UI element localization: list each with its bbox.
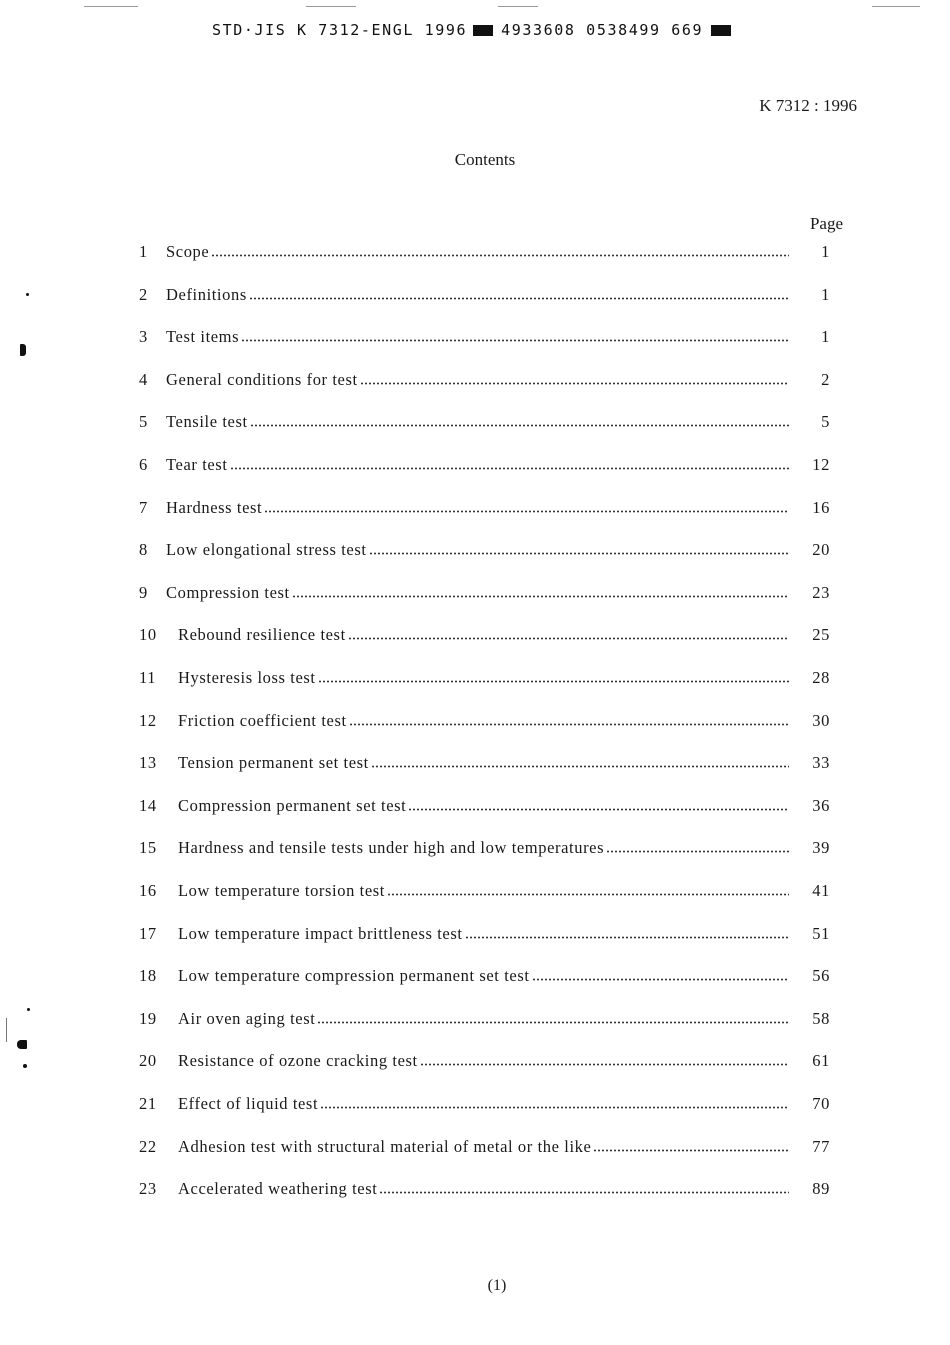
dot-leader [292,595,789,598]
toc-entry-title-cell [166,370,789,390]
toc-entry-title: Rebound resilience test [178,625,346,644]
toc-entry-title: Low temperature compression permanent set test [178,966,530,985]
scan-rule [306,6,356,7]
toc-entry-title: Adhesion test with structural material of metal or the like [178,1137,592,1156]
toc-entry-page: 16 [812,498,830,517]
toc-entry-number: 1 [139,242,148,261]
toc-entry [139,668,844,692]
dot-leader [387,893,789,896]
toc-entry-title-cell [178,711,789,731]
dot-leader [320,1106,789,1109]
dot-leader [408,808,789,811]
scan-rule [84,6,138,7]
scan-speck [23,1064,27,1068]
toc-entry-number: 15 [139,838,157,857]
toc-entry [139,327,844,351]
dot-leader [369,552,789,555]
toc-entry-number: 14 [139,796,157,815]
toc-entry-page: 41 [812,881,830,900]
toc-entry-title-cell [166,242,789,262]
toc-entry-page: 70 [812,1094,830,1113]
toc-entry [139,1051,844,1075]
toc-entry [139,1137,844,1161]
toc-entry-number: 5 [139,412,148,431]
toc-entry-page: 1 [821,285,830,304]
toc-entry-page: 23 [812,583,830,602]
scan-rule [498,6,538,7]
toc-entry-title-cell [178,1094,789,1114]
toc-entry-number: 13 [139,753,157,772]
toc-entry-number: 20 [139,1051,157,1070]
toc-entry-title-cell [166,583,789,603]
toc-entry [139,838,844,862]
toc-entry-page: 58 [812,1009,830,1028]
toc-entry-number: 2 [139,285,148,304]
dot-leader [318,680,789,683]
dot-leader [532,978,789,981]
toc-entry-title: Hysteresis loss test [178,668,316,687]
toc-entry-number: 18 [139,966,157,985]
dot-leader [250,424,789,427]
toc-entry-title: Resistance of ozone cracking test [178,1051,418,1070]
toc-entry-title-cell [178,1051,789,1071]
stamp-codes: 4933608 0538499 669 [501,21,704,39]
toc-entry-title: Test items [166,327,240,346]
toc-entry-number: 12 [139,711,157,730]
dot-leader [249,297,789,300]
dot-leader [465,936,789,939]
toc-entry-title-cell [178,838,789,858]
toc-entry-number: 4 [139,370,148,389]
toc-entry [139,881,844,905]
page-column-label: Page [809,214,843,233]
toc-entry-page: 30 [812,711,830,730]
toc-entry-title: Effect of liquid test [178,1094,319,1113]
scan-speck [27,1008,30,1011]
toc-entry-title-cell [166,498,789,518]
toc-entry [139,1009,844,1033]
dot-leader [211,254,789,257]
toc-entry-page: 39 [812,838,830,857]
dot-leader [349,723,789,726]
dot-leader [360,382,789,385]
toc-entry-title: Tensile test [166,412,248,431]
toc-entry [139,1179,844,1203]
toc-entry-title: Low temperature impact brittleness test [178,924,463,943]
toc-entry-title: Compression permanent set test [178,796,407,815]
toc-entry-number: 21 [139,1094,157,1113]
toc-entry-title: General conditions for test [166,370,358,389]
toc-entry-title: Compression test [166,583,290,602]
toc-entry-title-cell [178,668,789,688]
toc-entry-page: 36 [812,796,830,815]
dot-leader [606,850,789,853]
toc-entry [139,498,844,522]
toc-entry [139,796,844,820]
toc-entry [139,285,844,309]
toc-entry-title: Air oven aging test [178,1009,316,1028]
scan-speck [20,344,26,356]
toc-entry-title: Tear test [166,455,228,474]
stamp-block [473,25,493,36]
toc-entry-page: 56 [812,966,830,985]
toc-entry-title-cell [178,1137,789,1157]
scan-speck [17,1040,27,1049]
toc-entry [139,625,844,649]
dot-leader [241,339,789,342]
toc-entry-number: 8 [139,540,148,559]
toc-entry-page: 89 [812,1179,830,1198]
toc-entry-number: 7 [139,498,148,517]
page-number: (1) [487,1277,507,1294]
scan-rule [872,6,920,7]
toc-entry-number: 17 [139,924,157,943]
toc-entry-page: 28 [812,668,830,687]
toc-entry-number: 3 [139,327,148,346]
standard-number: K 7312 : 1996 [759,96,857,115]
toc-entry [139,242,844,266]
toc-entry [139,412,844,436]
page-title: Contents [454,150,516,169]
document-id-stamp [212,21,731,39]
dot-leader [348,637,789,640]
toc-entry-page: 20 [812,540,830,559]
toc-entry-page: 12 [812,455,830,474]
toc-entry-title-cell [178,625,789,645]
toc-entry-number: 16 [139,881,157,900]
toc-entry-title-cell [166,412,789,432]
dot-leader [593,1149,789,1152]
toc-entry-title-cell [178,881,789,901]
toc-entry [139,540,844,564]
toc-entry-title: Hardness test [166,498,263,517]
toc-entry-number: 22 [139,1137,157,1156]
toc-entry-title-cell [178,966,789,986]
toc-entry-title-cell [178,924,789,944]
toc-entry [139,583,844,607]
toc-entry-title: Scope [166,242,210,261]
toc-entry [139,1094,844,1118]
toc-entry-page: 25 [812,625,830,644]
toc-entry [139,753,844,777]
toc-entry-title: Low temperature torsion test [178,881,385,900]
toc-entry-number: 10 [139,625,157,644]
toc-entry-number: 6 [139,455,148,474]
toc-entry-number: 11 [139,668,157,687]
toc-entry-title-cell [166,455,789,475]
toc-entry-title-cell [178,1179,789,1199]
dot-leader [371,765,789,768]
toc-entry-title-cell [178,1009,789,1029]
toc-entry-page: 1 [821,327,830,346]
toc-entry-page: 2 [821,370,830,389]
dot-leader [230,467,789,470]
toc-entry-title-cell [166,327,789,347]
toc-entry-number: 9 [139,583,148,602]
toc-entry-title-cell [178,796,789,816]
toc-entry-title-cell [178,753,789,773]
toc-entry-title-cell [166,285,789,305]
toc-entry-title: Tension permanent set test [178,753,369,772]
toc-entry-title: Definitions [166,285,247,304]
toc-entry-title-cell [166,540,789,560]
dot-leader [317,1021,789,1024]
toc-entry-page: 77 [812,1137,830,1156]
toc-entry-title: Hardness and tensile tests under high and low temperatures [178,838,605,857]
scan-speck [26,293,29,296]
toc-entry [139,924,844,948]
toc-entry-page: 51 [812,924,830,943]
dot-leader [420,1063,789,1066]
toc-entry-page: 5 [821,412,830,431]
stamp-block [711,25,731,36]
toc-entry [139,370,844,394]
toc-entry-title: Low elongational stress test [166,540,367,559]
toc-entry [139,966,844,990]
toc-entry [139,455,844,479]
toc-entry-page: 33 [812,753,830,772]
toc-entry-page: 61 [812,1051,830,1070]
dot-leader [379,1191,789,1194]
toc-entry-title: Accelerated weathering test [178,1179,378,1198]
toc-entry-title: Friction coefficient test [178,711,347,730]
toc-entry-number: 19 [139,1009,157,1028]
scan-speck [6,1018,7,1042]
toc-entry-number: 23 [139,1179,157,1198]
dot-leader [264,510,789,513]
toc-entry-page: 1 [821,242,830,261]
toc-entry [139,711,844,735]
stamp-standard-id: STD·JIS K 7312-ENGL 1996 [212,21,468,39]
